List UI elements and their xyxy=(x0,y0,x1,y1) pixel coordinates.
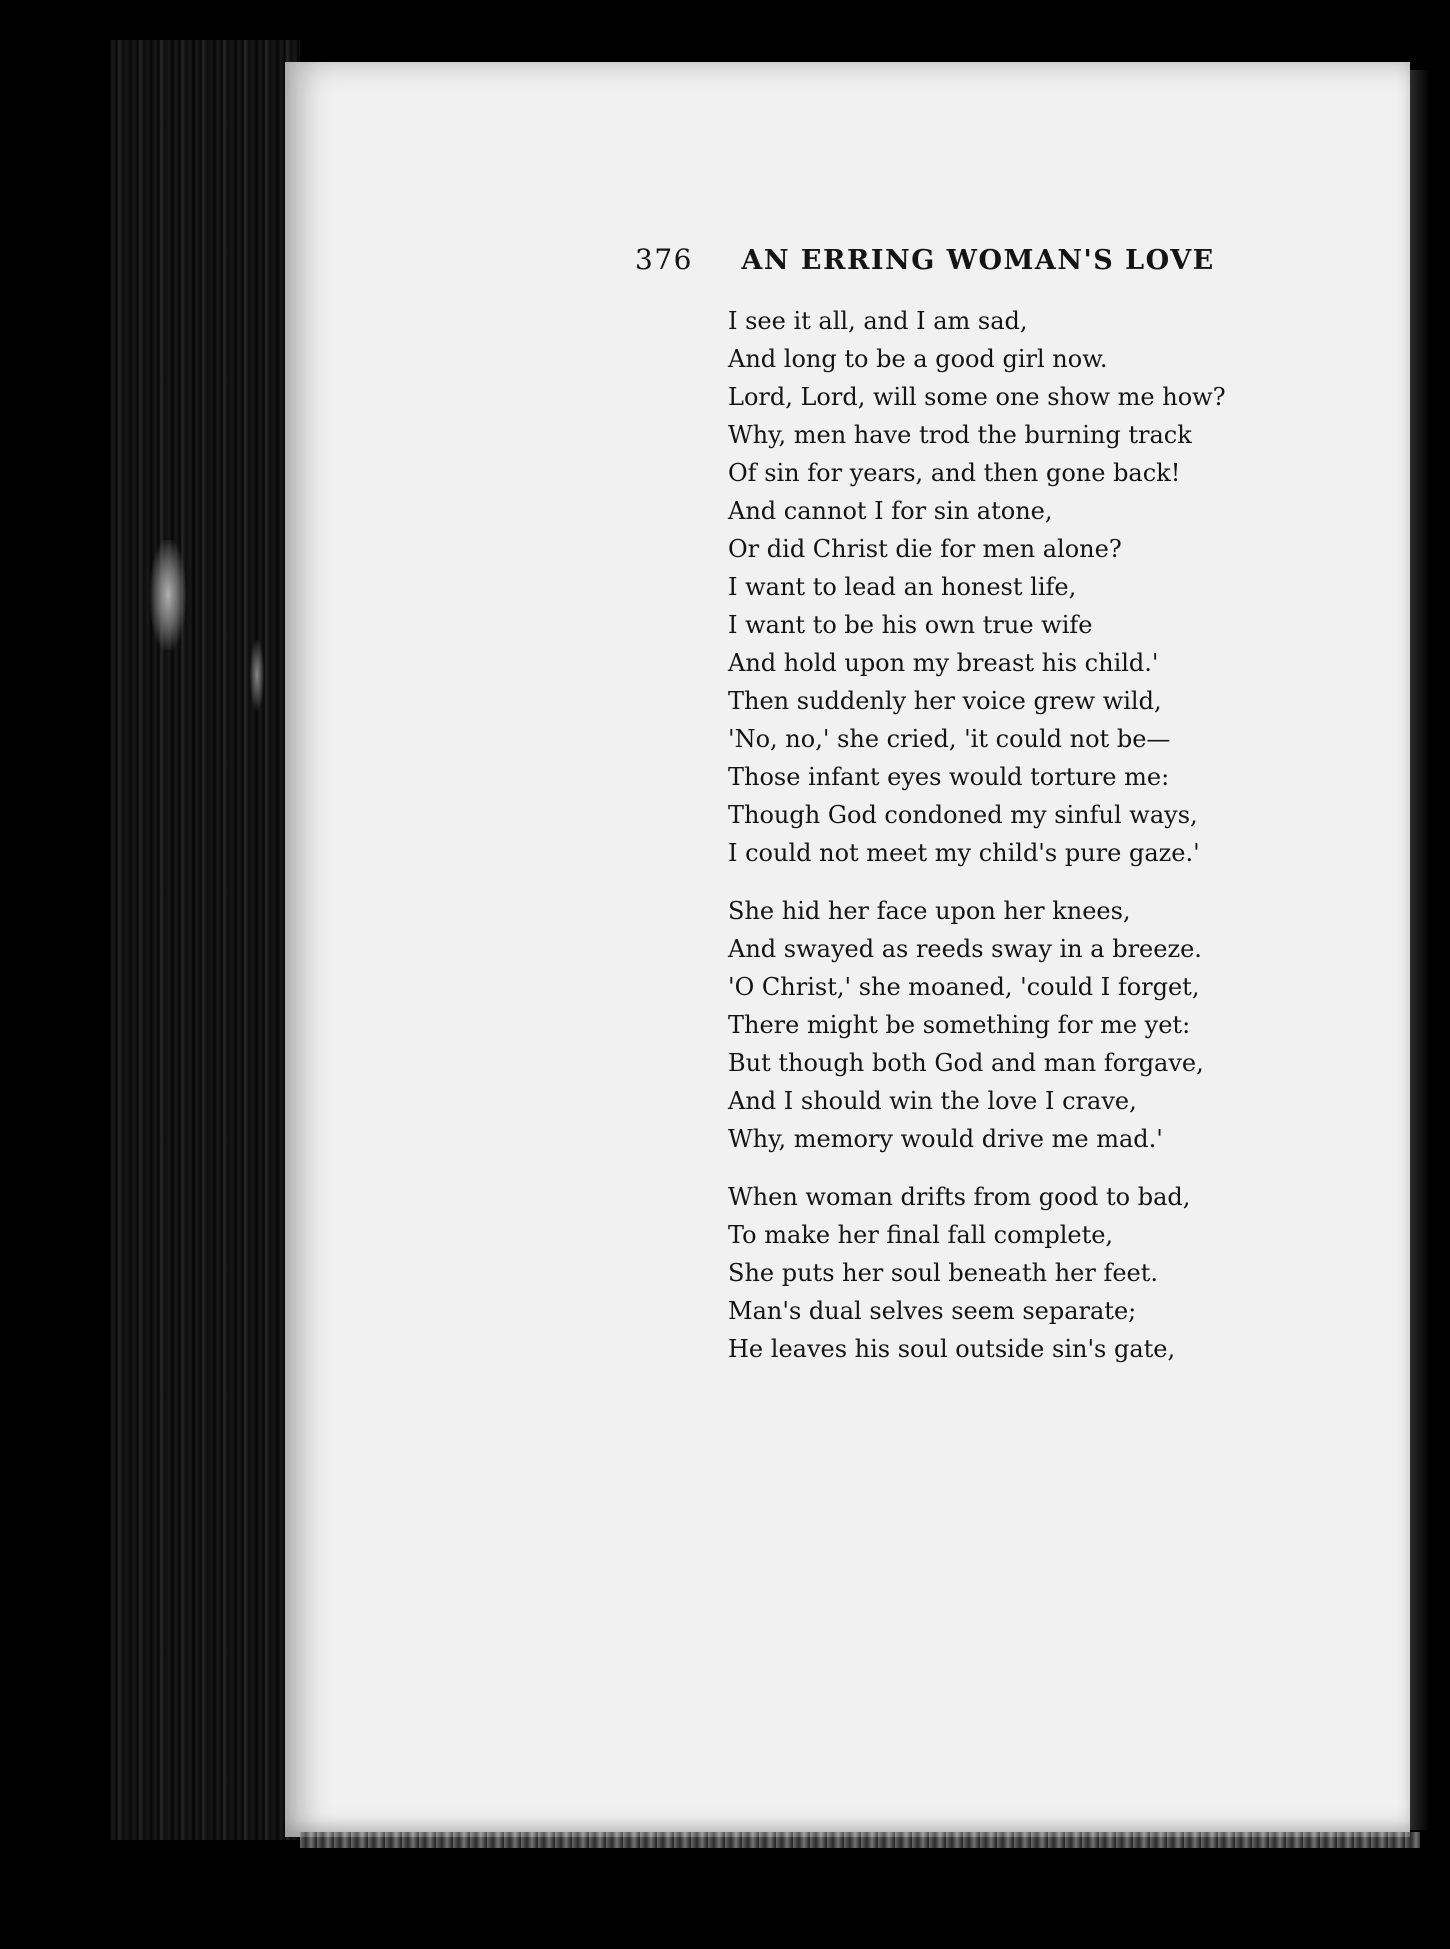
poem-line: But though both God and man forgave, xyxy=(728,1049,1204,1077)
poem-line: I want to be his own true wife xyxy=(728,611,1093,639)
spine-glint-small xyxy=(250,640,264,710)
poem-line: When woman drifts from good to bad, xyxy=(728,1183,1191,1211)
poem-line: Though God condoned my sinful ways, xyxy=(728,801,1198,829)
stanza-3 xyxy=(728,1178,1288,1368)
poem-line: And long to be a good girl now. xyxy=(728,345,1108,373)
poem-line: Those infant eyes would torture me: xyxy=(728,763,1170,791)
stanza-1 xyxy=(728,302,1288,872)
book-spine xyxy=(110,40,300,1840)
page-number: 376 xyxy=(635,243,693,276)
poem-line: There might be something for me yet: xyxy=(728,1011,1191,1039)
poem-line: 'O Christ,' she moaned, 'could I forget, xyxy=(728,973,1200,1001)
poem-line: Why, memory would drive me mad.' xyxy=(728,1125,1163,1153)
poem-line: And cannot I for sin atone, xyxy=(728,497,1053,525)
poem-line: Why, men have trod the burning track xyxy=(728,421,1192,449)
poem-line: I see it all, and I am sad, xyxy=(728,307,1028,335)
stanza-2 xyxy=(728,892,1288,1158)
spine-glint xyxy=(150,540,186,650)
page-right-edge xyxy=(1410,70,1430,1830)
poem-line: Of sin for years, and then gone back! xyxy=(728,459,1181,487)
poem-line: Man's dual selves seem separate; xyxy=(728,1297,1137,1325)
poem-line: I want to lead an honest life, xyxy=(728,573,1077,601)
poem-line: She hid her face upon her knees, xyxy=(728,897,1131,925)
poem-line: Then suddenly her voice grew wild, xyxy=(728,687,1162,715)
poem-body xyxy=(728,302,1288,1368)
poem-line: She puts her soul beneath her feet. xyxy=(728,1259,1159,1287)
poem-line: And hold upon my breast his child.' xyxy=(728,649,1159,677)
poem-line: Or did Christ die for men alone? xyxy=(728,535,1122,563)
poem-line: Lord, Lord, will some one show me how? xyxy=(728,383,1226,411)
poem-line: And swayed as reeds sway in a breeze. xyxy=(728,935,1202,963)
poem-line: He leaves his soul outside sin's gate, xyxy=(728,1335,1176,1363)
running-head-title: AN ERRING WOMAN'S LOVE xyxy=(741,245,1215,276)
poem-line: To make her final fall complete, xyxy=(728,1221,1114,1249)
running-head xyxy=(635,243,1255,289)
poem-line: I could not meet my child's pure gaze.' xyxy=(728,839,1200,867)
poem-line: 'No, no,' she cried, 'it could not be— xyxy=(728,725,1171,753)
page-bottom-edge xyxy=(300,1832,1420,1848)
poem-line: And I should win the love I crave, xyxy=(728,1087,1137,1115)
